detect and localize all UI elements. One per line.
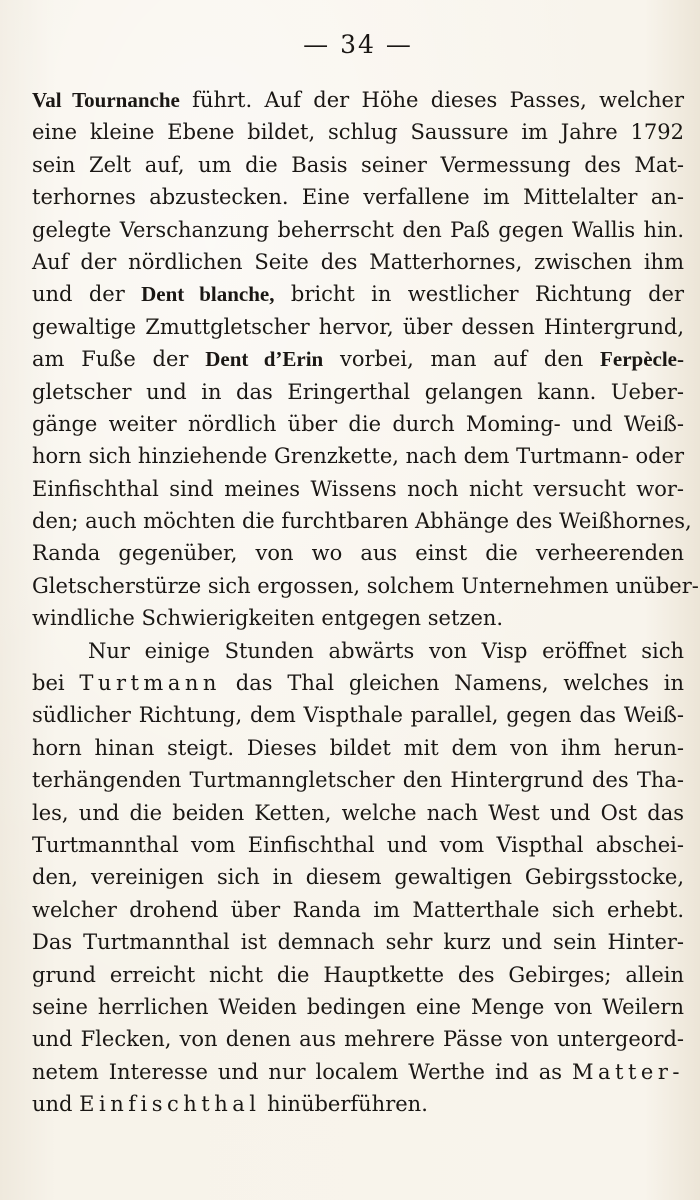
- text-line: [32, 894, 684, 926]
- text-run: gelegte Verschanzung beherrscht den Paß gegen Wallis hin.: [32, 217, 684, 242]
- text-run: führt. Auf der Höhe dieses Passes, welcher: [179, 88, 684, 112]
- body-text: [32, 84, 699, 1121]
- text-line: [32, 311, 684, 343]
- text-line: [32, 214, 684, 246]
- text-run: Einfischthal sind meines Wissens noch nicht versucht wor-: [32, 476, 684, 501]
- text-run: Das Turtmannthal ist demnach sehr kurz und sein Hinter-: [32, 930, 684, 955]
- text-line: [32, 926, 684, 958]
- text-line: [32, 537, 684, 569]
- text-run: vorbei, man auf den: [323, 347, 601, 372]
- text-run: windliche Schwierigkeiten entgegen setzen.: [32, 606, 504, 631]
- text-run: Turtmannthal vom Einfischthal und vom Vispthal abschei-: [32, 832, 684, 857]
- text-line: [32, 797, 684, 829]
- text-line: [32, 667, 684, 699]
- text-run: gänge weiter nördlich über die durch Moming- und Weiß-: [32, 411, 684, 436]
- text-line: [32, 861, 684, 893]
- text-run: gletscher und in das Eringerthal gelangen kann. Ueber-: [32, 379, 684, 404]
- text-line: [32, 1088, 684, 1120]
- text-run: Nur einige Stunden abwärts von Visp eröffnet sich: [88, 638, 684, 663]
- text-line: [32, 181, 684, 213]
- text-run: hinüberführen.: [260, 1092, 428, 1117]
- text-line: [32, 505, 692, 537]
- text-run: eine kleine Ebene bildet, schlug Saussure im Jahre 1792: [32, 120, 684, 145]
- text-run: terhängenden Turtmanngletscher den Hintergrund des Tha-: [32, 768, 684, 793]
- text-run: Auf der nördlichen Seite des Matterhornes, zwischen ihm: [32, 249, 684, 274]
- spaced-place-name: Matter-: [572, 1059, 684, 1084]
- text-run: Randa gegenüber, von wo aus einst die verheerenden: [32, 541, 684, 566]
- text-run: bei: [32, 671, 80, 696]
- text-line: [32, 991, 684, 1023]
- text-line: [32, 1023, 684, 1055]
- text-run: les, und die beiden Ketten, welche nach West und Ost das: [32, 800, 684, 825]
- text-run: am Fuße der: [32, 347, 206, 372]
- text-run: grund erreicht nicht die Hauptkette des Gebirges; allein: [32, 962, 684, 987]
- bold-place-name: Val Tournanche: [32, 88, 180, 112]
- text-line: [32, 764, 684, 796]
- text-line: [32, 602, 684, 634]
- text-run: den; auch möchten die furchtbaren Abhänge des Weißhornes,: [32, 509, 692, 534]
- spaced-place-name: Einfischthal: [79, 1092, 261, 1117]
- page-number: — 34 —: [303, 30, 413, 59]
- bold-place-name: Dent d’Erin: [205, 347, 324, 372]
- text-line: [32, 570, 699, 602]
- text-line: [32, 149, 684, 181]
- text-run: seine herrlichen Weiden bedingen eine Menge von Weilern: [32, 994, 684, 1019]
- text-run: südlicher Richtung, dem Vispthale parallel, gegen das Weiß-: [32, 703, 684, 728]
- text-line: [32, 278, 684, 310]
- text-run: und: [32, 1092, 80, 1117]
- text-run: horn sich hinziehende Grenzkette, nach dem Turtmann- oder: [32, 444, 684, 469]
- text-run: netem Interesse und nur localem Werthe ind as: [32, 1059, 573, 1084]
- text-line: [32, 376, 684, 408]
- text-line: [32, 959, 684, 991]
- bold-place-name: Dent blanche,: [141, 282, 275, 307]
- spaced-place-name: Turtmann: [79, 671, 221, 696]
- text-line: [32, 829, 684, 861]
- text-run: und Flecken, von denen aus mehrere Pässe von untergeord-: [32, 1027, 684, 1052]
- text-line: [32, 408, 684, 440]
- text-line: [32, 84, 684, 116]
- text-run: den, vereinigen sich in diesem gewaltigen Gebirgsstocke,: [32, 865, 684, 890]
- text-line: [32, 246, 684, 278]
- text-run: Gletscherstürze sich ergossen, solchem Unternehmen unüber-: [32, 573, 699, 598]
- text-line: [32, 699, 684, 731]
- text-line: [32, 635, 684, 667]
- text-line: [32, 732, 684, 764]
- text-run: und der: [32, 282, 142, 307]
- text-run: sein Zelt auf, um die Basis seiner Vermessung des Mat-: [32, 152, 684, 177]
- text-run: welcher drohend über Randa im Matterthale sich erhebt.: [32, 897, 684, 922]
- text-line: [32, 116, 684, 148]
- text-line: [32, 440, 684, 472]
- text-line: [32, 1056, 684, 1088]
- text-line: [32, 343, 684, 375]
- bold-place-name: Ferpècle-: [600, 347, 684, 372]
- text-run: gewaltige Zmuttgletscher hervor, über dessen Hintergrund,: [32, 314, 684, 339]
- text-line: [32, 473, 684, 505]
- text-run: das Thal gleichen Namens, welches in: [220, 671, 684, 696]
- text-run: terhornes abzustecken. Eine verfallene im Mittelalter an-: [32, 185, 684, 210]
- text-run: bricht in westlicher Richtung der: [274, 282, 684, 307]
- text-run: horn hinan steigt. Dieses bildet mit dem von ihm herun-: [32, 735, 684, 760]
